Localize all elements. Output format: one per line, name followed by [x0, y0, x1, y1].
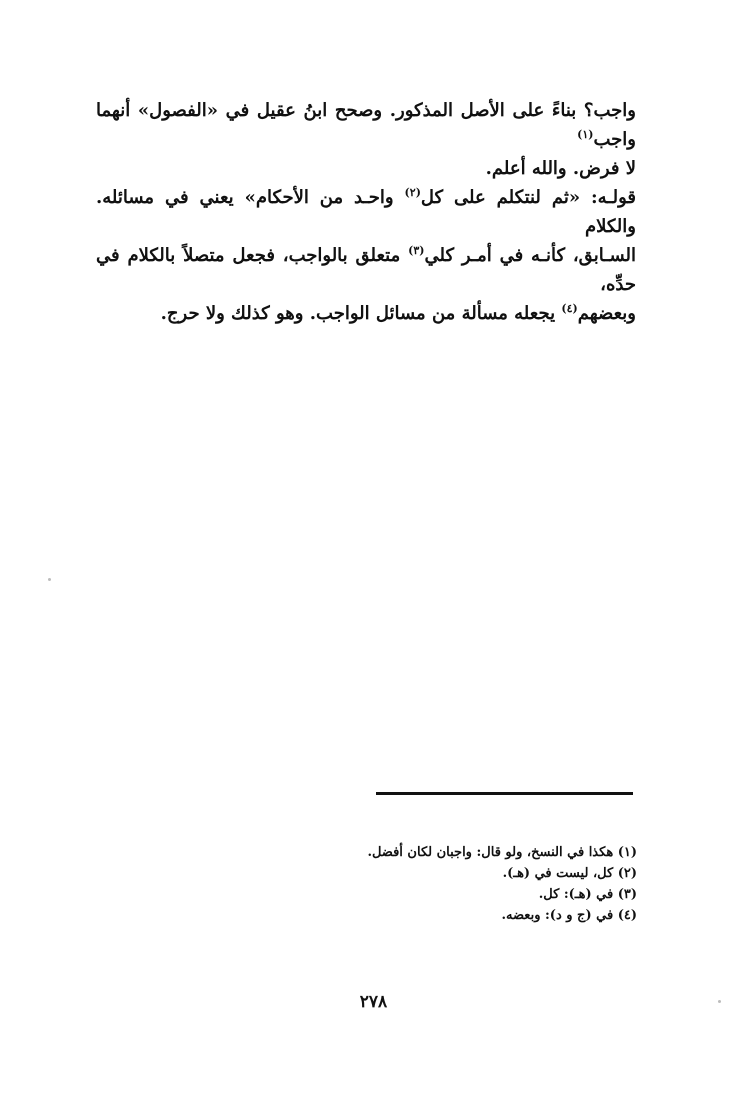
- footnote-item: (٣) في (هـ): كل.: [538, 887, 637, 902]
- text-run: واجب؟ بناءً على الأصل المذكور. وصحح ابنُ عقيل في «الفصول» أنهما واجب: [96, 100, 636, 150]
- footnote-marker: (٤): [561, 302, 578, 315]
- scan-speck: [718, 1000, 721, 1003]
- text-line: [96, 96, 636, 154]
- text-run: السـابق، كأنـه في أمـر كلي: [424, 245, 637, 266]
- paragraph-2: [96, 183, 636, 328]
- text-run: لا فرض. والله أعلم.: [485, 158, 636, 179]
- footnote-item: (٤) في (ج و د): وبعضه.: [501, 908, 637, 923]
- footnote-marker: (١): [577, 128, 594, 141]
- footnote-marker: (٢): [404, 186, 421, 199]
- footnotes: [237, 842, 637, 926]
- main-text: [96, 96, 636, 328]
- paragraph-1: [96, 96, 636, 183]
- text-run: قولـه: «ثم لنتكلم على كل: [420, 187, 636, 208]
- text-line: [96, 154, 636, 183]
- text-line: [96, 183, 636, 241]
- footnote-marker: (٣): [408, 244, 425, 257]
- scan-speck: [48, 578, 51, 581]
- text-run: واحـد من الأحكام» يعني في مسائله. والكلام: [96, 187, 636, 237]
- footnote-separator: [376, 792, 633, 795]
- text-run: وبعضهم: [577, 303, 636, 324]
- text-line: [96, 299, 636, 328]
- footnote-item: (١) هكذا في النسخ، ولو قال: واجبان لكان أفضل.: [367, 845, 637, 860]
- text-run: متعلق بالواجب، فجعل متصلاً بالكلام في حدِّه،: [96, 245, 636, 295]
- text-line: [96, 241, 636, 299]
- page-number: ٢٧٨: [359, 992, 388, 1012]
- text-run: يجعله مسألة من مسائل الواجب. وهو كذلك ولا حرج.: [160, 303, 562, 324]
- footnote-item: (٢) كل، ليست في (هـ).: [502, 866, 637, 881]
